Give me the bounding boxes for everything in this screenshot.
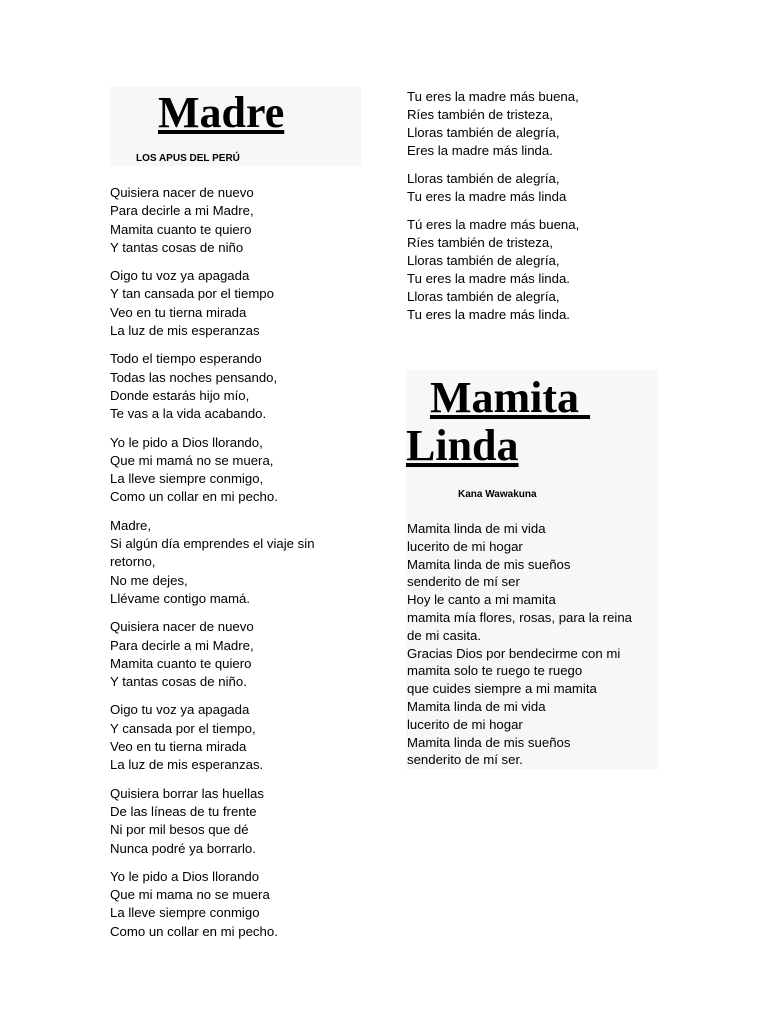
lyric-line: Quisiera nacer de nuevo [110,619,254,635]
lyric-line: Yo le pido a Dios llorando [110,868,260,884]
lyric-line: de mi casita. [407,627,482,643]
lyric-line: senderito de mí ser. [407,752,523,768]
madre-lyrics [110,184,370,951]
lyric-line: Quisiera nacer de nuevo [110,185,254,200]
stanza [110,184,370,257]
lyric-line: retorno, [110,554,156,570]
lyric-line: No me dejes, [110,572,188,588]
lyric-line: Todas las noches pensando, [110,369,278,385]
lyric-line: Y tantas cosas de niño [110,239,244,255]
lyric-line: De las líneas de tu frente [110,803,257,819]
lyric-line: Ríes también de tristeza, [407,107,553,122]
lyric-line: Mamita linda de mi vida [407,698,546,714]
stanza [110,618,370,691]
stanza [407,170,667,206]
lyric-line: Para decirle a mi Madre, [110,637,254,653]
lyric-line: Lloras también de alegría, [407,171,560,186]
lyric-line: Ríes también de tristeza, [407,235,553,250]
madre-lyrics-continued [407,88,667,334]
lyric-line: Ni por mil besos que dé [110,822,249,838]
lyric-line: Hoy le canto a mi mamita [407,592,556,608]
lyric-line: La lleve siempre conmigo [110,905,260,921]
stanza [110,517,370,608]
lyric-line: Y tan cansada por el tiempo [110,286,274,302]
lyric-line: Lloras también de alegría, [407,289,560,304]
lyric-line: Todo el tiempo esperando [110,351,262,367]
stanza [110,785,370,858]
lyric-line: La luz de mis esperanzas. [110,757,264,773]
stanza [407,88,667,160]
lyric-line: Para decirle a mi Madre, [110,203,254,219]
mamita-linda-title [406,374,658,470]
lyric-line: Que mi mama no se muera [110,887,270,903]
lyric-line: Oigo tu voz ya apagada [110,702,250,718]
stanza [110,701,370,774]
lyric-line: que cuides siempre a mi mamita [407,681,597,697]
mamita-linda-title-line2: Linda [406,421,519,470]
lyric-line: Mamita linda de mi vida [407,521,546,536]
lyric-line: Tu eres la madre más buena, [407,89,579,104]
lyric-line: Donde estarás hijo mío, [110,387,250,403]
lyric-line: Si algún día emprendes el viaje sin [110,536,315,552]
lyric-line: Te vas a la vida acabando. [110,406,267,422]
lyric-line: Tu eres la madre más linda. [407,271,570,286]
lyric-line: Quisiera borrar las huellas [110,785,264,801]
lyric-line: senderito de mí ser [407,574,520,590]
lyric-line: lucerito de mi hogar [407,716,523,732]
lyric-line: Lloras también de alegría, [407,125,560,140]
lyric-line: Tú eres la madre más buena, [407,217,580,232]
lyric-line: Como un collar en mi pecho. [110,923,278,939]
madre-artist: LOS APUS DEL PERÚ [136,153,240,164]
lyric-line: Madre, [110,517,152,533]
stanza [110,868,370,941]
mamita-linda-lyrics [407,520,657,769]
lyric-line: Llévame contigo mamá. [110,590,251,606]
lyric-line: Tu eres la madre más linda [407,189,567,204]
lyric-line: Que mi mamá no se muera, [110,452,274,468]
lyric-line: lucerito de mi hogar [407,538,523,554]
mamita-linda-artist: Kana Wawakuna [458,489,537,500]
lyric-line: Y cansada por el tiempo, [110,720,256,736]
lyric-line: Yo le pido a Dios llorando, [110,434,263,450]
lyric-line: Como un collar en mi pecho. [110,489,278,505]
lyric-line: Mamita linda de mis sueños [407,556,571,572]
lyric-line: Veo en tu tierna mirada [110,739,247,755]
mamita-linda-title-line1: Mamita [430,373,591,422]
lyric-line: La luz de mis esperanzas [110,323,260,339]
lyric-line: Mamita cuanto te quiero [110,221,252,237]
lyric-line: Tu eres la madre más linda. [407,307,570,322]
madre-title-box [110,87,361,166]
lyric-line: Gracias Dios por bendecirme con mi [407,645,621,661]
madre-title: Madre [158,88,285,137]
mamita-linda-block [406,370,658,769]
stanza [110,434,370,507]
lyric-line: Eres la madre más linda. [407,143,553,158]
lyric-line: mamita mía flores, rosas, para la reina [407,609,633,625]
lyric-line: La lleve siempre conmigo, [110,471,264,487]
lyric-line: Mamita linda de mis sueños [407,734,571,750]
stanza [110,350,370,423]
stanza [110,267,370,340]
lyric-line: Oigo tu voz ya apagada [110,268,250,284]
lyric-line: Mamita cuanto te quiero [110,655,252,671]
lyric-line: Nunca podré ya borrarlo. [110,840,256,856]
lyric-line: Veo en tu tierna mirada [110,304,247,320]
lyric-line: Lloras también de alegría, [407,253,560,268]
stanza [407,216,667,324]
lyric-line: Y tantas cosas de niño. [110,674,247,690]
lyric-line: mamita solo te ruego te ruego [407,663,583,679]
